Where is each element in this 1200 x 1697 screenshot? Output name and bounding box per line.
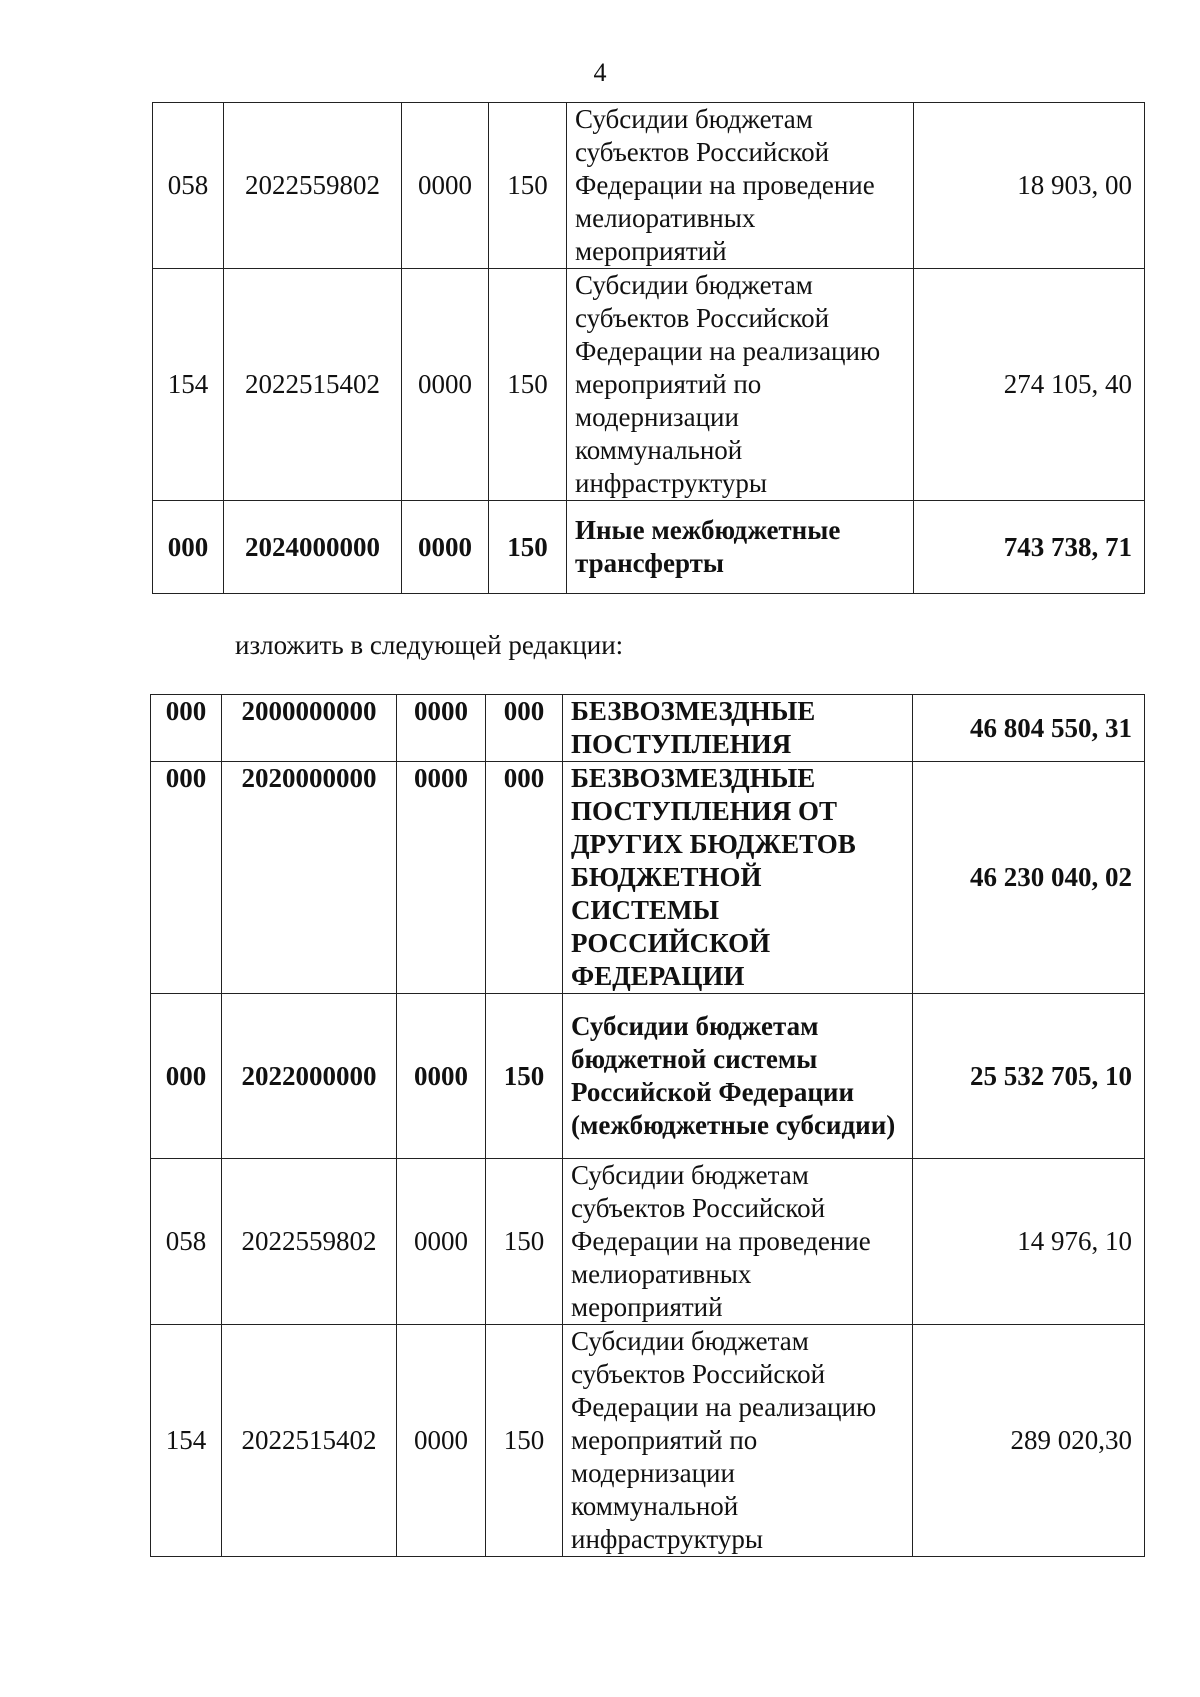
admin-code-cell: 154 <box>153 269 224 501</box>
kind-code-cell: 150 <box>489 103 567 269</box>
admin-code-cell: 000 <box>151 762 222 994</box>
revenue-code-cell: 2020000000 <box>222 762 397 994</box>
amount-cell: 18 903, 00 <box>914 103 1145 269</box>
admin-code-cell: 058 <box>151 1159 222 1325</box>
revenue-name-cell: БЕЗВОЗМЕЗДНЫЕ ПОСТУПЛЕНИЯ <box>563 695 913 762</box>
revenue-name-cell: БЕЗВОЗМЕЗДНЫЕ ПОСТУПЛЕНИЯ ОТ ДРУГИХ БЮДЖЕТОВ БЮДЖЕТНОЙ СИСТЕМЫ РОССИЙСКОЙ ФЕДЕРАЦИИ <box>563 762 913 994</box>
revenue-code-cell: 2022559802 <box>224 103 402 269</box>
amount-cell: 46 230 040, 02 <box>913 762 1145 994</box>
subtype-code-cell: 0000 <box>397 1159 486 1325</box>
table-row <box>151 695 1145 762</box>
subtype-code-cell: 0000 <box>397 1325 486 1557</box>
kind-code-cell: 150 <box>489 269 567 501</box>
table-row <box>151 1325 1145 1557</box>
subtype-code-cell: 0000 <box>397 762 486 994</box>
kind-code-cell: 000 <box>486 762 563 994</box>
amount-cell: 743 738, 71 <box>914 501 1145 594</box>
table-row <box>151 1159 1145 1325</box>
admin-code-cell: 000 <box>151 994 222 1159</box>
table-row <box>153 501 1145 594</box>
kind-code-cell: 150 <box>486 1159 563 1325</box>
revenue-code-cell: 2022515402 <box>224 269 402 501</box>
amount-cell: 46 804 550, 31 <box>913 695 1145 762</box>
page-number: 4 <box>593 58 607 87</box>
subtype-code-cell: 0000 <box>397 695 486 762</box>
intro-text: изложить в следующей редакции: <box>235 630 624 660</box>
amount-cell: 25 532 705, 10 <box>913 994 1145 1159</box>
admin-code-cell: 058 <box>153 103 224 269</box>
revenue-code-cell: 2000000000 <box>222 695 397 762</box>
kind-code-cell: 000 <box>486 695 563 762</box>
revenue-name-cell: Иные межбюджетные трансферты <box>567 501 914 594</box>
revenue-name-cell: Субсидии бюджетам субъектов Российской Федерации на реализацию мероприятий по модернизации коммунальной инфраструктуры <box>567 269 914 501</box>
revenue-code-cell: 2024000000 <box>224 501 402 594</box>
table-row <box>153 103 1145 269</box>
revenue-code-cell: 2022000000 <box>222 994 397 1159</box>
admin-code-cell: 000 <box>151 695 222 762</box>
amount-cell: 14 976, 10 <box>913 1159 1145 1325</box>
subtype-code-cell: 0000 <box>402 269 489 501</box>
budget-table-before <box>152 102 1145 594</box>
subtype-code-cell: 0000 <box>402 501 489 594</box>
revenue-name-cell: Субсидии бюджетам бюджетной системы Российской Федерации (межбюджетные субсидии) <box>563 994 913 1159</box>
amount-cell: 289 020,30 <box>913 1325 1145 1557</box>
revenue-name-cell: Субсидии бюджетам субъектов Российской Федерации на проведение мелиоративных мероприятий <box>567 103 914 269</box>
kind-code-cell: 150 <box>486 994 563 1159</box>
admin-code-cell: 000 <box>153 501 224 594</box>
revenue-code-cell: 2022515402 <box>222 1325 397 1557</box>
revenue-code-cell: 2022559802 <box>222 1159 397 1325</box>
revenue-name-cell: Субсидии бюджетам субъектов Российской Федерации на проведение мелиоративных мероприятий <box>563 1159 913 1325</box>
budget-table-after <box>150 694 1145 1557</box>
kind-code-cell: 150 <box>486 1325 563 1557</box>
table-row <box>153 269 1145 501</box>
table-row <box>151 762 1145 994</box>
subtype-code-cell: 0000 <box>397 994 486 1159</box>
amount-cell: 274 105, 40 <box>914 269 1145 501</box>
admin-code-cell: 154 <box>151 1325 222 1557</box>
revenue-name-cell: Субсидии бюджетам субъектов Российской Федерации на реализацию мероприятий по модернизации коммунальной инфраструктуры <box>563 1325 913 1557</box>
kind-code-cell: 150 <box>489 501 567 594</box>
table-row <box>151 994 1145 1159</box>
subtype-code-cell: 0000 <box>402 103 489 269</box>
